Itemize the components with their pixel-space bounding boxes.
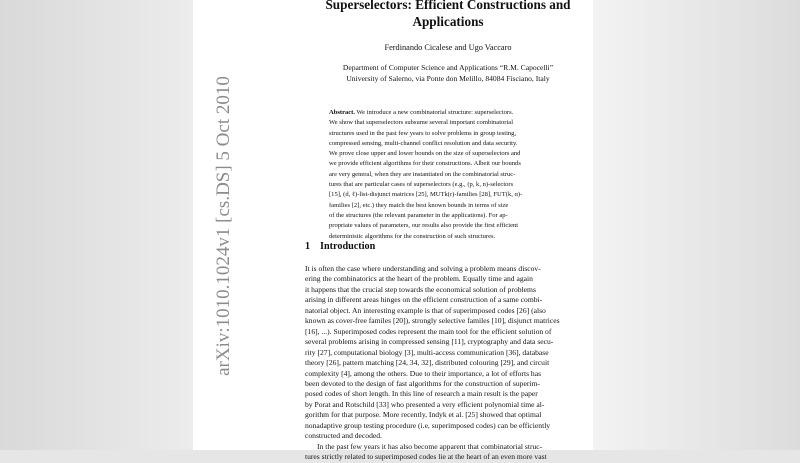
abstract-line: structures used in the past few years to solve problems in group testing,: [329, 129, 517, 137]
affiliation-line: Department of Computer Science and Applications “R.M. Capocelli”: [342, 63, 554, 72]
body-line: nonadaptive group testing procedure (i.e, superimposed codes) can be efficiently: [305, 420, 551, 430]
arxiv-identifier-stamp: arXiv:1010.1024v1 [cs.DS] 5 Oct 2010: [213, 76, 234, 376]
body-line: complexity [4], among the others. Due to their importance, a lot of efforts has: [305, 368, 542, 378]
body-line: gorithm for that purpose. More recently, Indyk et al. [25] showed that optimal: [305, 410, 542, 420]
body-line: posed codes of short length. In this line of research a main result is the paper: [305, 389, 538, 399]
abstract-line: We prove close upper and lower bounds on the size of superselectors and: [329, 150, 521, 158]
body-line: In the past few years it has also become apparent that combinatorial struc-: [317, 441, 543, 451]
body-line: natorial object. An interesting example is that of superimposed codes [26] (also: [305, 305, 546, 315]
body-line: arising in different areas hinges on the efficient construction of a same combi-: [305, 295, 543, 305]
viewer-background-right: [593, 0, 800, 450]
abstract-line: tures that are particular cases of superselectors (e.g., (p, k, n)-selectors: [329, 181, 514, 189]
section-heading-introduction: [305, 241, 565, 252]
body-line: constructed and decoded.: [305, 431, 382, 441]
abstract-line: families [2], etc.) they match the best known bounds in terms of size: [329, 201, 509, 209]
introduction-body: [305, 264, 591, 463]
abstract-line: We show that superselectors subsume several important combinatorial: [329, 119, 514, 127]
abstract-line: propriate values of parameters, our results also provide the first efficient: [329, 222, 519, 230]
paper-title: [303, 0, 593, 30]
authors: Ferdinando Cicalese and Ugo Vaccaro: [384, 43, 512, 52]
body-line: several problems arising in compressed sensing [11], cryptography and data secu-: [305, 337, 554, 347]
body-line: rity [27], computational biology [3], multi-access communication [36], database: [305, 347, 549, 357]
body-line: by Porat and Rotschild [33] who presented a very efficient polynomial time al-: [305, 399, 545, 409]
body-line: it happens that the crucial step towards the economical solution of problems: [305, 284, 536, 294]
title-line: Applications: [412, 14, 484, 29]
body-line: theory [26], pattern matching [24, 34, 32], distributed colouring [29], and circuit: [305, 358, 550, 368]
body-line: It is often the case where understanding and solving a problem means discov-: [305, 264, 541, 273]
abstract-line: are very general, when they are instantiated on the combinatorial struc-: [329, 170, 516, 178]
body-line: known as cover-free familes [20]), strongly selective familes [10], disjunct matrices: [305, 316, 560, 326]
affiliation-line: University of Salerno, via Ponte don Melillo, 84084 Fisciano, Italy: [346, 73, 550, 83]
abstract-text: We introduce a new combinatorial structure: superselectors.: [356, 109, 514, 116]
abstract-line: we provide efficient algorithms for their constructions. Albeit our bounds: [329, 160, 521, 168]
abstract-line: [15], (d, ℓ)-list-disjunct matrices [25], MUTk(r)-families [28], FUT(k, α)-: [329, 191, 523, 199]
body-line: tures strictly related to superimposed codes lie at the heart of an even more vast: [305, 452, 547, 462]
title-line: Superselectors: Efficient Constructions and: [325, 0, 571, 12]
abstract-line: of the structures (the relevant parameter in the applications). For ap-: [329, 211, 508, 219]
affiliation: [308, 63, 588, 84]
body-line: [16], ...). Superimposed codes represent the main tool for the efficient solution of: [305, 326, 552, 336]
abstract-line: compressed sensing, multi-channel conflict resolution and data security.: [329, 139, 518, 147]
section-title: Introduction: [320, 241, 376, 252]
abstract: [329, 108, 565, 242]
paper-page: [193, 0, 593, 462]
abstract-line: deterministic algorithms for the construction of such structures.: [329, 232, 496, 240]
abstract-line: [329, 108, 565, 118]
abstract-label: Abstract.: [329, 109, 355, 116]
section-number: 1: [305, 241, 311, 252]
viewer-background-left: [0, 0, 193, 450]
body-line: been devoted to the design of fast algorithms for the construction of superim-: [305, 378, 540, 388]
body-line: ering the combinatorics at the heart of the problem. Equally time and again: [305, 274, 533, 284]
